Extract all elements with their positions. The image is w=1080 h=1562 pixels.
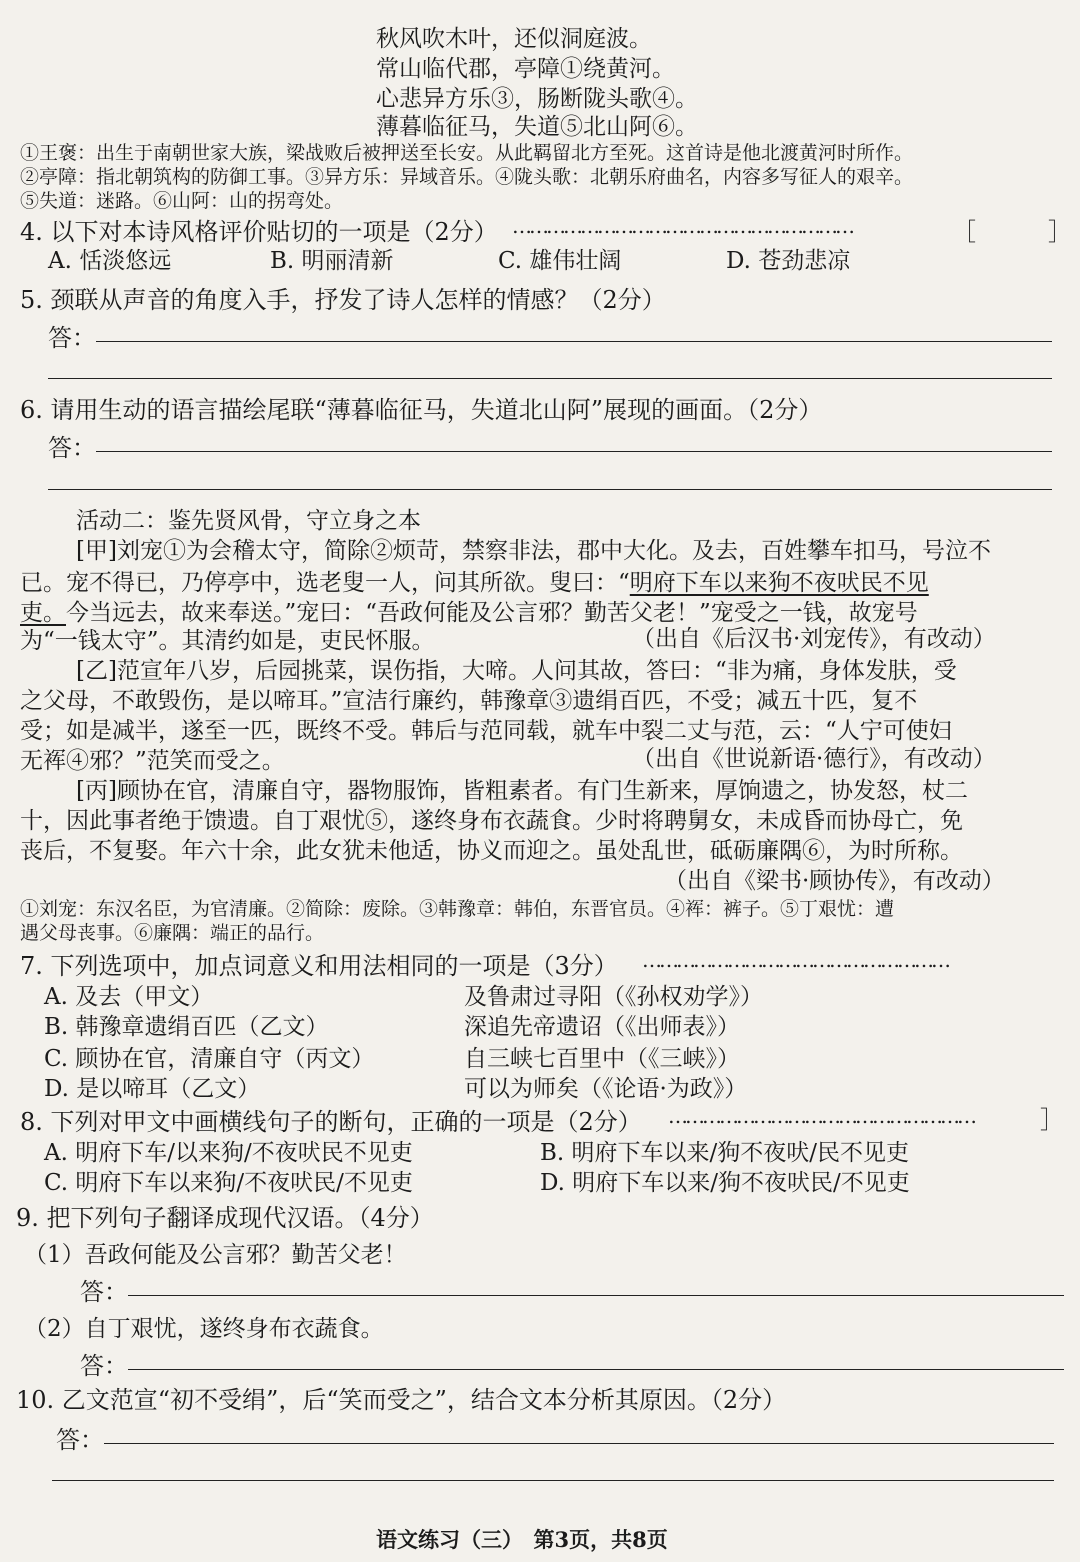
q9-answer-label-2: 答： xyxy=(80,1352,128,1380)
q4-option-a[interactable]: A. 恬淡悠远 xyxy=(48,248,172,274)
q5-stem: 5. 颈联从声音的角度入手，抒发了诗人怎样的情感？（2分） xyxy=(20,286,666,314)
q7-option-a[interactable]: A. 及去（甲文） xyxy=(44,984,214,1010)
page-footer: 语文练习（三） 第3页，共8页 xyxy=(376,1527,668,1552)
q9-answer-line-2[interactable] xyxy=(128,1369,1064,1370)
q8-stem: 8. 下列对甲文中画横线句子的断句，正确的一项是（2分） xyxy=(20,1108,642,1136)
q5-answer-line-2[interactable] xyxy=(48,378,1052,379)
poem-line-2: 常山临代郡，亭障①绕黄河。 xyxy=(376,56,675,82)
text-jia-line-2 xyxy=(20,564,929,597)
poem-note-2: ②亭障：指北朝筑构的防御工事。③异方乐：异域音乐。④陇头歌：北朝乐府曲名，内容多写征人的艰辛。 xyxy=(20,166,914,188)
activity2-title: 活动二：鉴先贤风骨，守立身之本 xyxy=(76,508,421,534)
q6-stem: 6. 请用生动的语言描绘尾联“薄暮临征马，失道北山阿”展现的画面。（2分） xyxy=(20,396,823,424)
q6-answer-label: 答： xyxy=(48,434,96,462)
q7-option-b[interactable]: B. 韩豫章遗绢百匹（乙文） xyxy=(44,1014,329,1040)
q10-stem: 10. 乙文范宣“初不受绢”，后“笑而受之”，结合文本分析其原因。（2分） xyxy=(16,1386,787,1414)
q9-sentence-1: （1）吾政何能及公言邪？勤苦父老！ xyxy=(24,1242,407,1268)
text-jia-line-2-plain: 已。宠不得已，乃停亭中，选老叟一人，问其所欲。叟曰：“ xyxy=(20,570,630,596)
text-jia-line-3-plain: 今当远去，故来奉送。”宠曰：“吾政何能及公言邪？勤苦父老！”宠受之一钱，故宠号 xyxy=(66,600,918,626)
q5-answer-line-1[interactable] xyxy=(96,341,1052,342)
q6-answer-line-1[interactable] xyxy=(96,451,1052,452)
text-yi-line-1: [乙]范宣年八岁，后园挑菜，误伤指，大啼。人问其故，答曰：“非为痛，身体发肤，受 xyxy=(76,658,957,684)
text-yi-source: （出自《世说新语·德行》，有改动） xyxy=(632,746,996,772)
q9-answer-label-1: 答： xyxy=(80,1278,128,1306)
q10-answer-label: 答： xyxy=(56,1426,104,1454)
text-bing-source: （出自《梁书·顾协传》，有改动） xyxy=(664,868,1005,894)
q8-option-d[interactable]: D. 明府下车以来/狗不夜吠民/不见吏 xyxy=(540,1170,910,1196)
q10-answer-line-2[interactable] xyxy=(52,1480,1054,1481)
q7-option-b-compare: 深追先帝遗诏（《出师表》） xyxy=(464,1014,740,1040)
text-yi-line-3: 受；如是减半，遂至一匹，既终不受。韩后与范同载，就车中裂二丈与范，云：“人宁可使妇 xyxy=(20,718,952,744)
text-bing-line-3: 丧后，不复娶。年六十余，此女犹未他适，协义而迎之。虽处乱世，砥砺廉隅⑥，为时所称。 xyxy=(20,838,963,864)
q8-answer-bracket[interactable]: ］ xyxy=(1040,1106,1064,1134)
q4-stem: 4. 以下对本诗风格评价贴切的一项是（2分） xyxy=(20,218,498,246)
text-jia-line-1: [甲]刘宠①为会稽太守，简除②烦苛，禁察非法，郡中大化。及去，百姓攀车扣马，号泣不 xyxy=(76,538,991,564)
q5-answer-label: 答： xyxy=(48,324,96,352)
text-notes-line-2: 遇父母丧事。⑥廉隅：端正的品行。 xyxy=(20,922,325,944)
poem-note-1: ①王褒：出生于南朝世家大族，梁战败后被押送至长安。从此羁留北方至死。这首诗是他北渡黄河时所作。 xyxy=(20,142,914,164)
q7-stem: 7. 下列选项中，加点词意义和用法相同的一项是（3分） xyxy=(20,952,618,980)
poem-line-3: 心悲异方乐③，肠断陇头歌④。 xyxy=(376,86,698,112)
poem-note-3: ⑤失道：迷路。⑥山阿：山的拐弯处。 xyxy=(20,190,344,212)
q8-dots: ……………………………………………… xyxy=(668,1104,974,1128)
q7-option-d[interactable]: D. 是以啼耳（乙文） xyxy=(44,1076,261,1102)
poem-line-4: 薄暮临征马，失道⑤北山阿⑥。 xyxy=(376,114,698,140)
q4-answer-bracket[interactable]: ［ ］ xyxy=(952,218,1072,246)
text-yi-line-2: 之父母，不敢毁伤，是以啼耳。”宣洁行廉约，韩豫章③遗绢百匹，不受；减五十匹，复不 xyxy=(20,688,918,714)
poem-line-1: 秋风吹木叶，还似洞庭波。 xyxy=(376,26,652,52)
q4-option-d[interactable]: D. 苍劲悲凉 xyxy=(726,248,851,274)
q9-stem: 9. 把下列句子翻译成现代汉语。（4分） xyxy=(16,1204,434,1232)
q7-option-c[interactable]: C. 顾协在官，清廉自守（丙文） xyxy=(44,1046,375,1072)
q10-answer-line-1[interactable] xyxy=(104,1443,1054,1444)
text-bing-line-1: [丙]顾协在官，清廉自守，器物服饰，皆粗素者。有门生新来，厚饷遗之，协发怒，杖二 xyxy=(76,778,968,804)
q7-option-d-compare: 可以为师矣（《论语·为政》） xyxy=(464,1076,748,1102)
text-jia-underlined-sentence: 明府下车以来狗不夜吠民不见 xyxy=(629,570,929,596)
q8-option-a[interactable]: A. 明府下车/以来狗/不夜吠民不见吏 xyxy=(44,1140,413,1166)
text-jia-source: （出自《后汉书·刘宠传》，有改动） xyxy=(632,626,996,652)
text-notes-line-1: ①刘宠：东汉名臣，为官清廉。②简除：废除。③韩豫章：韩伯，东晋官员。④裈：裤子。⑤丁艰忧：遭 xyxy=(20,898,895,920)
text-bing-line-2: 十，因此事者绝于馈遗。自丁艰忧⑤，遂终身布衣蔬食。少时将聘舅女，未成昏而协母亡，免 xyxy=(20,808,963,834)
q6-answer-line-2[interactable] xyxy=(48,489,1052,490)
text-jia-underlined-end: 吏。 xyxy=(20,600,66,626)
q4-option-b[interactable]: B. 明丽清新 xyxy=(270,248,394,274)
q7-option-a-compare: 及鲁肃过寻阳（《孙权劝学》） xyxy=(464,984,763,1010)
q7-option-c-compare: 自三峡七百里中（《三峡》） xyxy=(464,1046,740,1072)
q4-option-c[interactable]: C. 雄伟壮阔 xyxy=(498,248,622,274)
q7-dots: ……………………………………………… xyxy=(642,948,948,972)
text-jia-line-4: 为“一钱太守”。其清约如是，吏民怀服。 xyxy=(20,628,435,654)
q9-answer-line-1[interactable] xyxy=(128,1295,1064,1296)
q9-sentence-2: （2）自丁艰忧，遂终身布衣蔬食。 xyxy=(24,1316,384,1342)
text-yi-line-4: 无裈④邪？”范笑而受之。 xyxy=(20,748,285,774)
q8-option-c[interactable]: C. 明府下车以来狗/不夜吠民/不见吏 xyxy=(44,1170,413,1196)
q4-dots: …………………………………………………… xyxy=(512,214,852,238)
q8-option-b[interactable]: B. 明府下车以来/狗不夜吠/民不见吏 xyxy=(540,1140,910,1166)
